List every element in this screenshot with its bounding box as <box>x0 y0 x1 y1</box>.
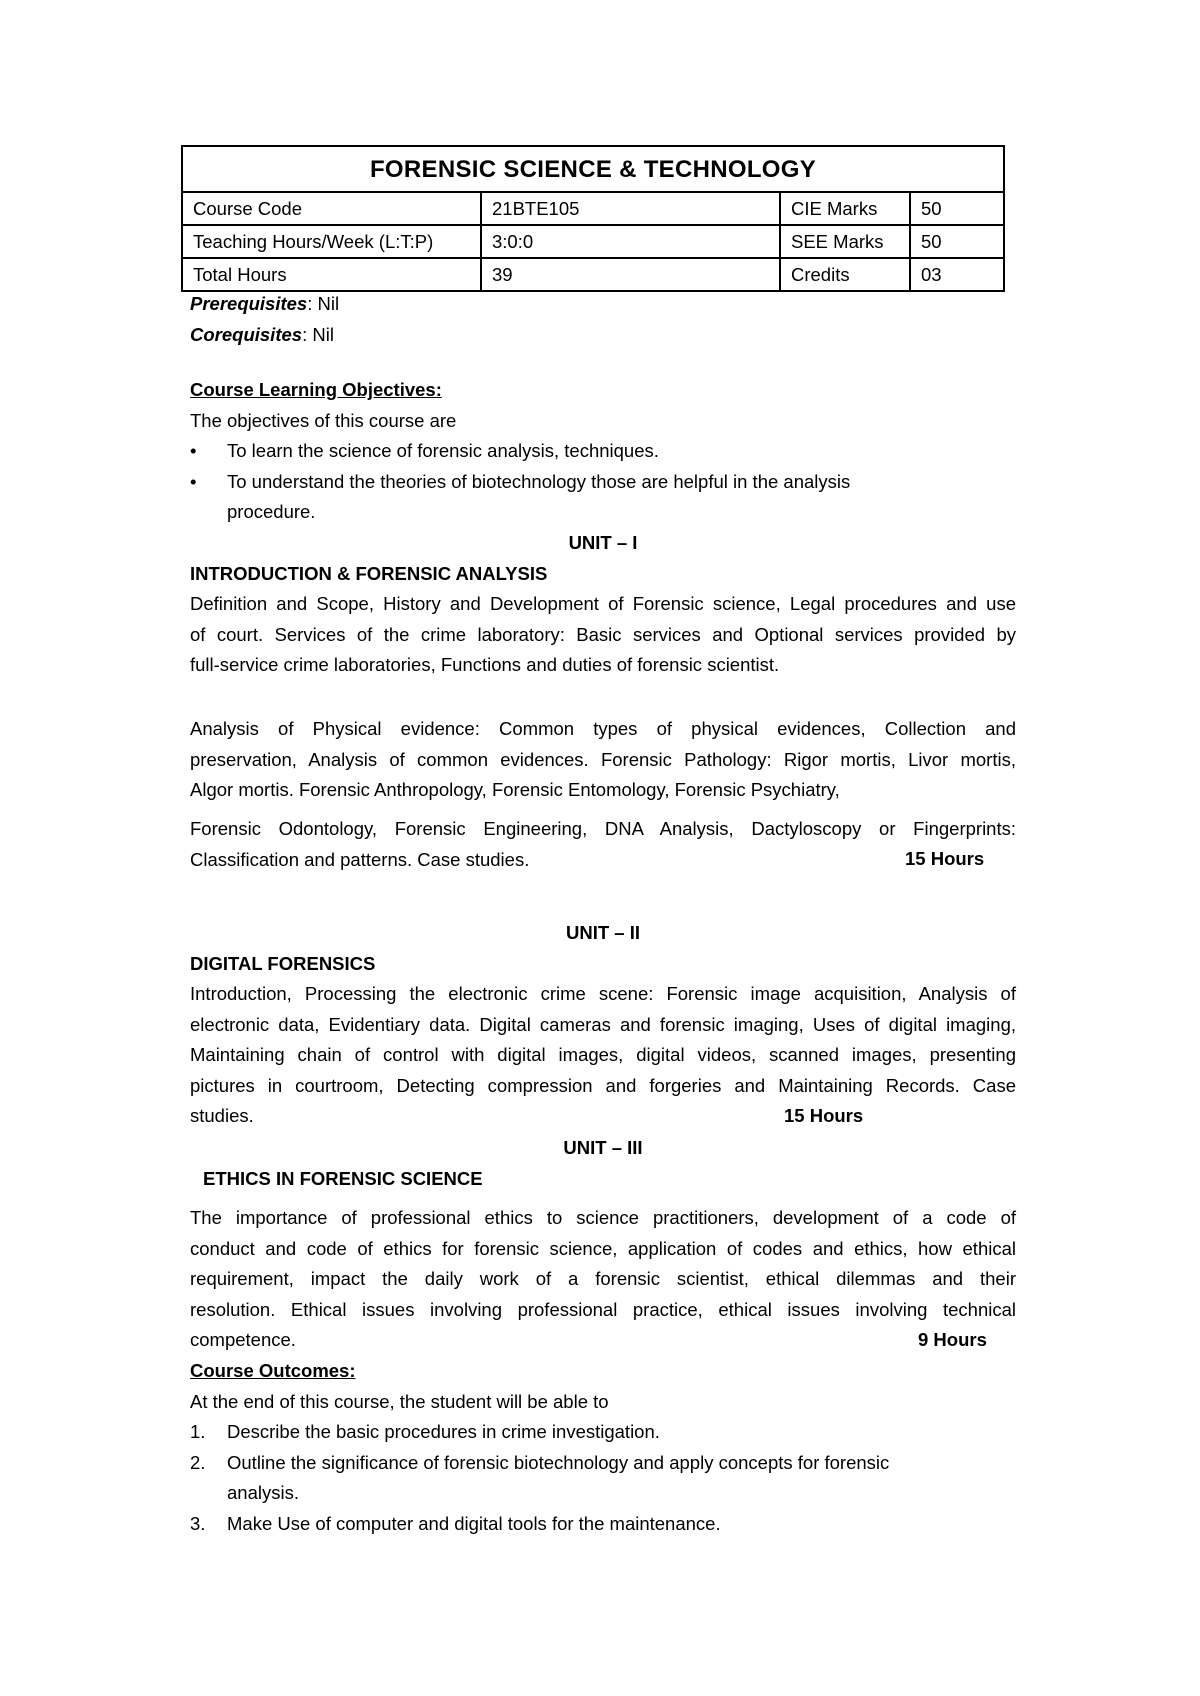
unit-title: DIGITAL FORENSICS <box>190 952 376 974</box>
list-item-continuation: procedure. <box>227 501 316 522</box>
table-cell: Course Code <box>182 192 481 225</box>
unit-hours: 15 Hours <box>784 1105 864 1126</box>
paragraph-line: competence. <box>190 1329 296 1350</box>
table-cell: Total Hours <box>182 258 481 291</box>
list-item-continuation: analysis. <box>227 1482 299 1503</box>
objectives-section <box>190 375 1016 528</box>
unit-2-section <box>190 918 1016 1132</box>
paragraph-line: conduct and code of ethics for forensic science, application of codes and ethics, how ethical <box>190 1237 1016 1259</box>
outcomes-section <box>190 1356 1016 1539</box>
outcomes-heading: Course Outcomes: <box>190 1360 356 1381</box>
table-cell: CIE Marks <box>780 192 910 225</box>
paragraph-line: of court. Services of the crime laboratory: Basic services and Optional services provided by <box>190 623 1016 645</box>
unit-title: INTRODUCTION & FORENSIC ANALYSIS <box>190 562 548 584</box>
paragraph-line: preservation, Analysis of common evidences. Forensic Pathology: Rigor mortis, Livor mortis, <box>190 748 1016 770</box>
list-item: 3. Make Use of computer and digital tools for the maintenance. <box>190 1512 721 1534</box>
paragraph-line: electronic data, Evidentiary data. Digital cameras and forensic imaging, Uses of digital imaging, <box>190 1013 1016 1035</box>
paragraph-line: Algor mortis. Forensic Anthropology, Forensic Entomology, Forensic Psychiatry, <box>190 779 840 800</box>
unit-1-section-cont <box>190 714 1016 806</box>
unit-1-section <box>190 528 1016 681</box>
bullet-icon: • <box>190 470 197 492</box>
corequisites-value: : Nil <box>302 323 334 345</box>
paragraph-line: requirement, impact the daily work of a forensic scientist, ethical dilemmas and their <box>190 1268 1016 1289</box>
paragraph-line: Classification and patterns. Case studies. <box>190 848 530 870</box>
paragraph-line: Maintaining chain of control with digital images, digital videos, scanned images, presenting <box>190 1044 1016 1065</box>
table-cell: 21BTE105 <box>481 192 780 225</box>
table-cell: SEE Marks <box>780 225 910 258</box>
unit-hours: 9 Hours <box>918 1329 987 1350</box>
paragraph-line: Forensic Odontology, Forensic Engineering, DNA Analysis, Dactyloscopy or Fingerprints: <box>190 818 1016 839</box>
unit-title: ETHICS IN FORENSIC SCIENCE <box>203 1167 483 1189</box>
unit-label: UNIT – I <box>568 532 638 553</box>
list-item: • To understand the theories of biotechnology those are helpful in the analysis <box>190 467 1016 498</box>
paragraph-line: full-service crime laboratories, Functions and duties of forensic scientist. <box>190 654 780 675</box>
paragraph-line: Definition and Scope, History and Development of Forensic science, Legal procedures and use <box>190 593 1016 614</box>
course-info-table <box>181 145 1005 292</box>
course-title: FORENSIC SCIENCE & TECHNOLOGY <box>182 146 1004 192</box>
unit-3-section <box>190 1133 1016 1194</box>
corequisites-label: Corequisites <box>190 323 303 345</box>
unit-label: UNIT – II <box>565 922 640 943</box>
table-row <box>182 192 1004 225</box>
table-cell: 03 <box>910 258 1004 291</box>
paragraph-line: pictures in courtroom, Detecting compression and forgeries and Maintaining Records. Case <box>190 1074 1016 1096</box>
prerequisites-block <box>190 289 1016 350</box>
paragraph-line: Analysis of Physical evidence: Common types of physical evidences, Collection and <box>190 718 1016 739</box>
paragraph-line: studies. <box>190 1105 254 1126</box>
paragraph-line: Introduction, Processing the electronic crime scene: Forensic image acquisition, Analysis of <box>190 983 1016 1004</box>
table-cell: Teaching Hours/Week (L:T:P) <box>182 225 481 258</box>
table-cell: Credits <box>780 258 910 291</box>
table-cell: 39 <box>481 258 780 291</box>
table-cell: 50 <box>910 192 1004 225</box>
unit-hours: 15 Hours <box>905 848 985 869</box>
unit-label: UNIT – III <box>563 1137 643 1158</box>
unit-3-body <box>190 1203 1016 1356</box>
bullet-icon: • <box>190 440 197 461</box>
prerequisites-line <box>190 289 1016 320</box>
table-row <box>182 225 1004 258</box>
objectives-intro: The objectives of this course are <box>190 409 457 431</box>
objectives-heading: Course Learning Objectives: <box>190 379 442 400</box>
unit-1-section-cont2 <box>190 814 1016 875</box>
table-cell: 50 <box>910 225 1004 258</box>
list-item: • To learn the science of forensic analysis, techniques. <box>190 436 1016 467</box>
list-item: 2. Outline the significance of forensic biotechnology and apply concepts for forensic <box>190 1451 890 1473</box>
corequisites-line <box>190 320 1016 351</box>
prerequisites-label: Prerequisites <box>190 293 308 314</box>
table-row <box>182 258 1004 291</box>
table-cell: 3:0:0 <box>481 225 780 258</box>
paragraph-line: resolution. Ethical issues involving professional practice, ethical issues involving technical <box>190 1298 1016 1320</box>
list-item: 1. Describe the basic procedures in crime investigation. <box>190 1421 660 1442</box>
outcomes-intro: At the end of this course, the student will be able to <box>190 1390 609 1412</box>
paragraph-line: The importance of professional ethics to science practitioners, development of a code of <box>190 1207 1016 1228</box>
prerequisites-value: : Nil <box>307 293 340 314</box>
